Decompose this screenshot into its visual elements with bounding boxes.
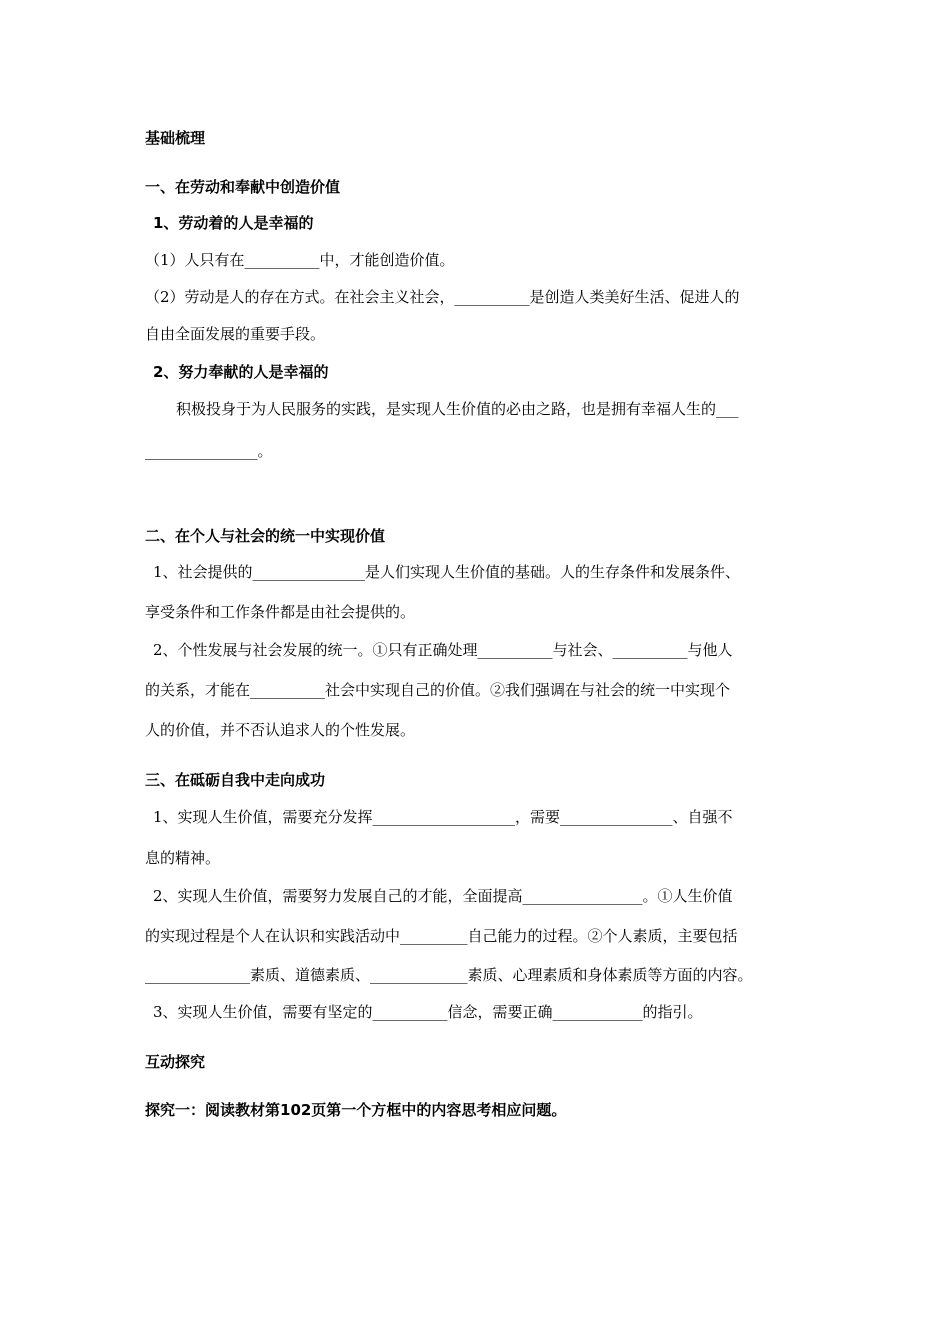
section2-p2b: 的关系，才能在__________社会中实现自己的价值。②我们强调在与社会的统一中实现个 <box>145 681 731 699</box>
section3-p2a: 2、实现人生价值，需要努力发展自己的才能，全面提高________________。①人生价值 <box>153 887 733 905</box>
explore-1: 探究一：阅读教材第102页第一个方框中的内容思考相应问题。 <box>145 1101 567 1119</box>
section1-sub1-p2b: 自由全面发展的重要手段。 <box>145 325 326 343</box>
section1-sub1-p1: （1）人只有在__________中，才能创造价值。 <box>145 251 455 269</box>
section1-sub2-pa: 积极投身于为人民服务的实践，是实现人生价值的必由之路，也是拥有幸福人生的___ <box>176 400 739 418</box>
section3-title: 三、在砥砺自我中走向成功 <box>145 771 326 789</box>
section3-p2b: 的实现过程是个人在认识和实践活动中_________自己能力的过程。②个人素质，主要包括 <box>145 927 738 945</box>
section1-sub2-pb: _______________。 <box>145 442 273 460</box>
section2-p2a: 2、个性发展与社会发展的统一。①只有正确处理__________与社会、__________与他人 <box>153 641 733 659</box>
heading-basics: 基础梳理 <box>145 129 206 147</box>
section1-title: 一、在劳动和奉献中创造价值 <box>145 178 341 196</box>
section1-sub2-title: 2、努力奉献的人是幸福的 <box>153 363 329 381</box>
section1-sub1-title: 1、劳动着的人是幸福的 <box>153 214 314 232</box>
section3-p3: 3、实现人生价值，需要有坚定的__________信念，需要正确____________的指引。 <box>153 1003 703 1021</box>
section3-p1b: 息的精神。 <box>145 849 221 867</box>
section2-p2c: 人的价值，并不否认追求人的个性发展。 <box>145 721 416 739</box>
section3-p2c: ______________素质、道德素质、_____________素质、心理素质和身体素质等方面的内容。 <box>145 966 753 984</box>
section2-title: 二、在个人与社会的统一中实现价值 <box>145 527 386 545</box>
section1-sub1-p2a: （2）劳动是人的存在方式。在社会主义社会，__________是创造人类美好生活、促进人的 <box>145 288 740 306</box>
section2-p1a: 1、社会提供的_______________是人们实现人生价值的基础。人的生存条件和发展条件、 <box>153 563 741 581</box>
section2-p1b: 享受条件和工作条件都是由社会提供的。 <box>145 603 416 621</box>
heading-interactive: 互动探究 <box>145 1053 206 1071</box>
section3-p1a: 1、实现人生价值，需要充分发挥___________________，需要_______________、自强不 <box>153 808 733 826</box>
